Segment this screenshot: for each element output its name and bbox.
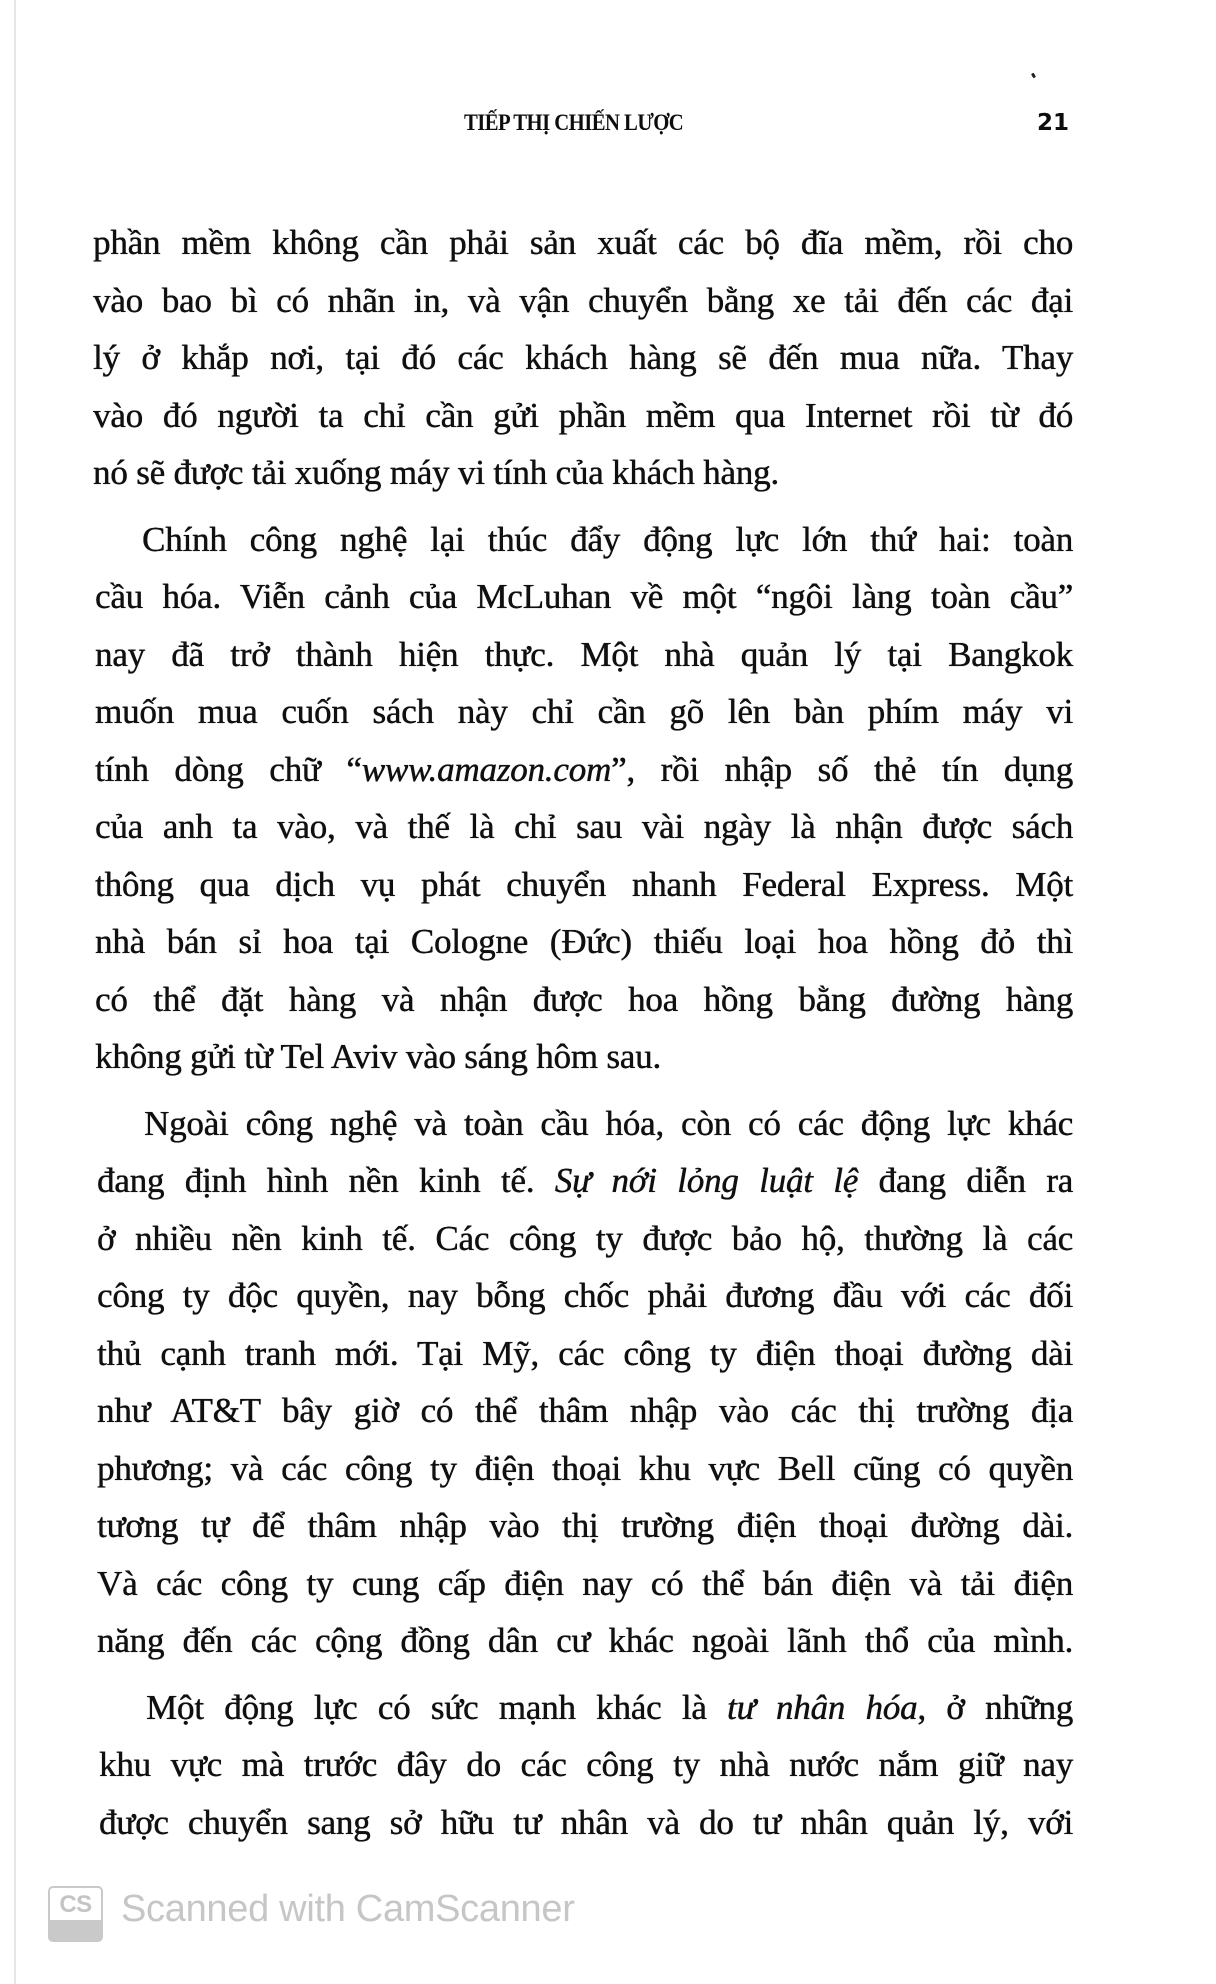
- text-line: công ty độc quyền, nay bỗng chốc phải đương đầu với các đối: [97, 1276, 1073, 1315]
- text-line: thông qua dịch vụ phát chuyển nhanh Federal Express. Một: [95, 864, 1073, 904]
- text-line: [97, 1152, 1073, 1210]
- italic-term: Sự nới lỏng luật lệ: [554, 1161, 859, 1200]
- text-run: đang diễn ra: [858, 1161, 1073, 1200]
- text-line: [95, 741, 1073, 799]
- text-line: tương tự để thâm nhập vào thị trường điện thoại đường dài.: [97, 1506, 1073, 1545]
- text-line: Và các công ty cung cấp điện nay có thể bán điện và tải điện: [97, 1563, 1073, 1603]
- text-line: thủ cạnh tranh mới. Tại Mỹ, các công ty điện thoại đường dài: [97, 1333, 1073, 1373]
- text-line: không gửi từ Tel Aviv vào sáng hôm sau.: [95, 1037, 661, 1076]
- camscanner-logo-icon: [48, 1886, 103, 1942]
- italic-term: tư nhân hóa: [727, 1687, 918, 1727]
- paragraph: [99, 1679, 1073, 1852]
- text-line: nó sẽ được tải xuống máy vi tính của khách hàng.: [93, 453, 779, 492]
- text-line: cầu hóa. Viễn cảnh của McLuhan về một “ngôi làng toàn cầu”: [95, 577, 1073, 616]
- text-line: vào đó người ta chỉ cần gửi phần mềm qua Internet rồi từ đó: [93, 395, 1073, 435]
- text-run: tính dòng chữ “: [95, 749, 362, 789]
- italic-url: www.amazon.com: [361, 749, 612, 789]
- running-head: [0, 106, 1216, 146]
- camscanner-watermark: [48, 1886, 688, 1942]
- text-line: có thể đặt hàng và nhận được hoa hồng bằng đường hàng: [95, 979, 1073, 1019]
- text-line: như AT&T bây giờ có thể thâm nhập vào các thị trường địa: [97, 1391, 1073, 1430]
- text-line: phần mềm không cần phải sản xuất các bộ đĩa mềm, rồi cho: [93, 223, 1073, 262]
- text-run: , ở những: [917, 1687, 1073, 1727]
- text-line: khu vực mà trước đây do các công ty nhà nước nắm giữ nay: [99, 1745, 1073, 1784]
- text-line: muốn mua cuốn sách này chỉ cần gõ lên bàn phím máy vi: [95, 692, 1073, 731]
- paragraph: [97, 1095, 1073, 1670]
- text-line: [99, 1679, 1073, 1737]
- running-title: TIẾP THỊ CHIẾN LƯỢC: [464, 110, 684, 135]
- text-run: ”, rồi nhập số thẻ tín dụng: [611, 749, 1073, 789]
- text-line: lý ở khắp nơi, tại đó các khách hàng sẽ đến mua nữa. Thay: [93, 338, 1073, 377]
- page-number: 21: [1037, 110, 1070, 136]
- text-line: phương; và các công ty điện thoại khu vực Bell cũng có quyền: [97, 1448, 1073, 1488]
- body-text: [93, 214, 1073, 1860]
- text-line: Ngoài công nghệ và toàn cầu hóa, còn có các động lực khác: [144, 1103, 1073, 1143]
- scan-speck: [1031, 73, 1036, 79]
- page-edge-line: [14, 0, 16, 1984]
- text-line: năng đến các cộng đồng dân cư khác ngoài lãnh thổ của mình.: [97, 1621, 1073, 1660]
- text-line: vào bao bì có nhãn in, và vận chuyển bằng xe tải đến các đại: [93, 280, 1073, 320]
- text-run: đang định hình nền kinh tế.: [97, 1161, 555, 1200]
- text-line: Chính công nghệ lại thúc đẩy động lực lớn thứ hai: toàn: [142, 519, 1073, 559]
- camscanner-label: Scanned with CamScanner: [121, 1888, 575, 1930]
- text-line: nhà bán sỉ hoa tại Cologne (Đức) thiếu loại hoa hồng đỏ thì: [95, 922, 1073, 961]
- text-line: nay đã trở thành hiện thực. Một nhà quản lý tại Bangkok: [95, 634, 1073, 674]
- text-line: của anh ta vào, và thế là chỉ sau vài ngày là nhận được sách: [95, 807, 1073, 846]
- camscanner-logo-text: CS: [59, 1891, 92, 1918]
- paragraph: [95, 511, 1073, 1086]
- text-run: Một động lực có sức mạnh khác là: [146, 1687, 728, 1727]
- text-line: được chuyển sang sở hữu tư nhân và do tư nhân quản lý, với: [99, 1802, 1073, 1842]
- text-line: ở nhiều nền kinh tế. Các công ty được bảo hộ, thường là các: [97, 1218, 1073, 1258]
- paragraph: [93, 214, 1073, 502]
